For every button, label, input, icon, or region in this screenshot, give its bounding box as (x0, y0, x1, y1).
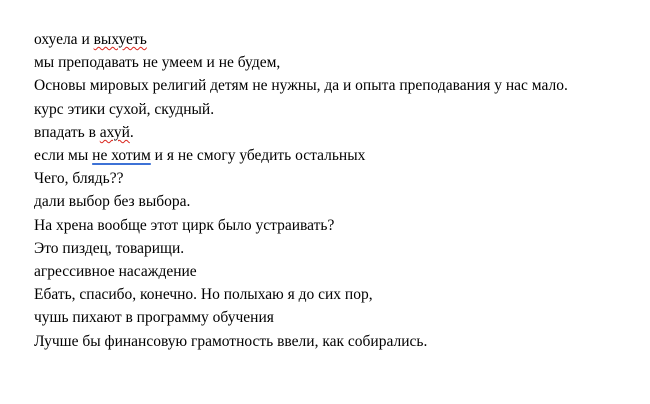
text-span: если мы (34, 147, 93, 165)
text-line-7 (34, 167, 624, 190)
text-span: Чего, блядь?? (34, 170, 124, 188)
text-span: Ебать, спасибо, конечно. Но полыхаю я до сих пор, (34, 286, 373, 304)
text-span: мы преподавать не умеем и не будем, (34, 54, 281, 72)
text-line-8 (34, 190, 624, 213)
text-span: агрессивное насаждение (34, 263, 197, 281)
text-span: и я не смогу убедить остальных (150, 147, 366, 165)
text-line-9 (34, 214, 624, 237)
text-span: Основы мировых религий детям не нужны, да и опыта преподавания у нас мало. (34, 77, 568, 95)
text-line-1 (34, 28, 624, 51)
text-span: . (129, 123, 134, 141)
text-span: Это пиздец, товарищи. (34, 239, 185, 257)
text-line-5 (34, 121, 624, 144)
text-span: впадать в (34, 123, 100, 141)
text-line-4 (34, 98, 624, 121)
text-line-13 (34, 306, 624, 329)
text-line-6 (34, 144, 624, 167)
text-line-10 (34, 237, 624, 260)
text-span: курс этики сухой, скудный. (34, 100, 215, 118)
spelling-error-mark[interactable]: ахуй (99, 123, 130, 141)
spelling-error-mark[interactable]: выхуеть (93, 31, 147, 48)
text-line-11 (34, 260, 624, 283)
text-span: охуела и (34, 31, 94, 48)
text-line-2 (34, 51, 624, 74)
text-span: На хрена вообще этот цирк было устраивать? (34, 216, 335, 234)
text-line-3 (34, 74, 624, 97)
text-line-14 (34, 330, 624, 353)
text-span: чушь пихают в программу обучения (34, 309, 274, 327)
document-body[interactable] (34, 28, 624, 353)
grammar-error-mark[interactable]: не хотим (92, 147, 151, 165)
text-span: дали выбор без выбора. (34, 193, 191, 211)
text-span: Лучше бы финансовую грамотность ввели, как собирались. (34, 332, 428, 350)
text-line-12 (34, 283, 624, 306)
